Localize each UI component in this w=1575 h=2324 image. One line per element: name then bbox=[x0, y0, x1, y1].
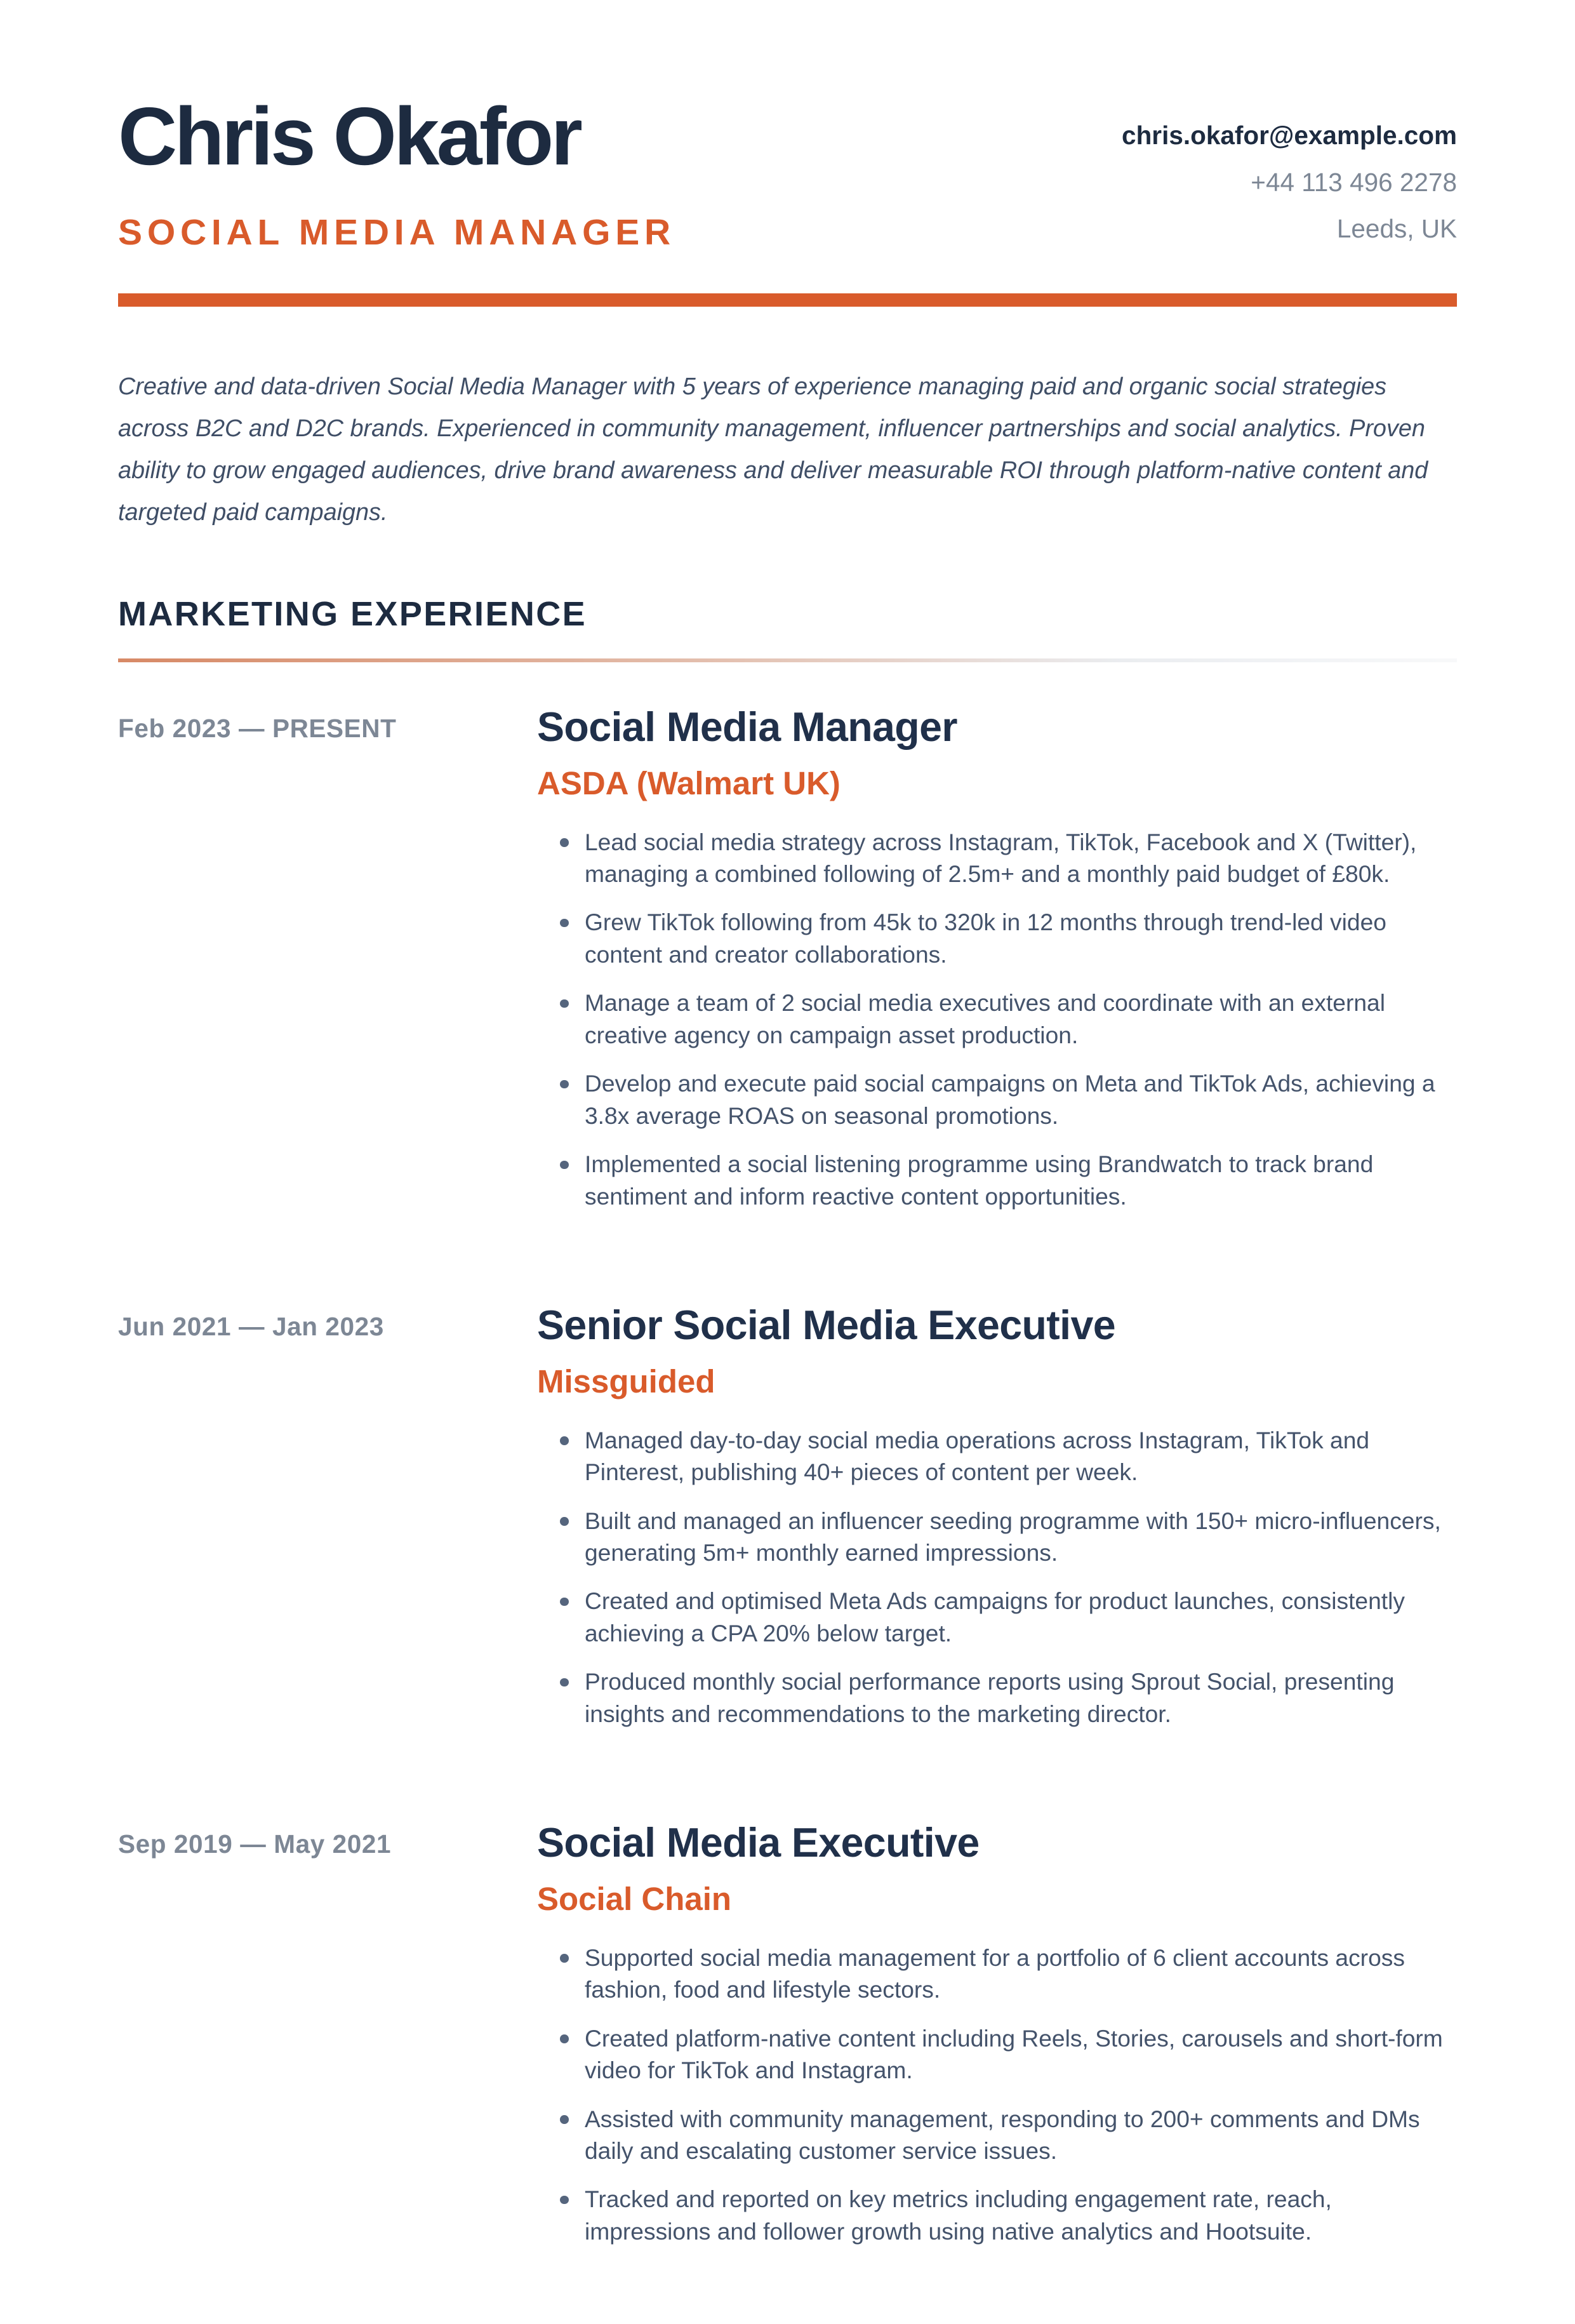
contact-block bbox=[1122, 112, 1457, 253]
header-accent-rule bbox=[118, 293, 1457, 307]
profile-summary: Creative and data-driven Social Media Manager with 5 years of experience managing paid and organic social strategies across B2C and D2C brands. Experienced in community management, influencer partnerships and social analytics. Proven ability to grow engaged audiences, drive brand awareness and deliver measurable ROI through platform-native content and targeted paid campaigns. bbox=[118, 373, 1428, 526]
entry-title: Senior Social Media Executive bbox=[537, 1302, 1116, 1348]
experience-entry bbox=[118, 1300, 1457, 1730]
candidate-job-title: SOCIAL MEDIA MANAGER bbox=[118, 211, 676, 253]
contact-location: Leeds, UK bbox=[1336, 214, 1457, 243]
experience-entry bbox=[118, 702, 1457, 1213]
entry-company: Missguided bbox=[537, 1363, 715, 1399]
contact-email: chris.okafor@example.com bbox=[1122, 121, 1457, 150]
entry-bullet-list bbox=[537, 826, 1457, 1213]
bullet-item: Manage a team of 2 social media executives and coordinate with an external creative agency on campaign asset production. bbox=[537, 987, 1457, 1051]
contact-phone: +44 113 496 2278 bbox=[1251, 167, 1457, 197]
bullet-item: Created and optimised Meta Ads campaigns for product launches, consistently achieving a CPA 20% below target. bbox=[537, 1585, 1457, 1649]
entry-dates: Sep 2019 — May 2021 bbox=[118, 1829, 392, 1859]
bullet-item: Develop and execute paid social campaigns on Meta and TikTok Ads, achieving a 3.8x average ROAS on seasonal promotions. bbox=[537, 1067, 1457, 1132]
resume-header bbox=[118, 91, 1457, 253]
bullet-item: Lead social media strategy across Instagram, TikTok, Facebook and X (Twitter), managing a combined following of 2.5m+ and a monthly paid budget of £80k. bbox=[537, 826, 1457, 890]
bullet-item: Supported social media management for a portfolio of 6 client accounts across fashion, food and lifestyle sectors. bbox=[537, 1942, 1457, 2006]
candidate-name: Chris Okafor bbox=[118, 91, 580, 182]
entry-bullet-list bbox=[537, 1424, 1457, 1730]
entry-company: Social Chain bbox=[537, 1880, 732, 1917]
bullet-item: Produced monthly social performance reports using Sprout Social, presenting insights and recommendations to the marketing director. bbox=[537, 1666, 1457, 1730]
entry-body bbox=[537, 1300, 1457, 1730]
bullet-item: Managed day-to-day social media operations across Instagram, TikTok and Pinterest, publishing 40+ pieces of content per week. bbox=[537, 1424, 1457, 1488]
entry-dates: Jun 2021 — Jan 2023 bbox=[118, 1311, 384, 1341]
section-heading-marketing-experience: MARKETING EXPERIENCE bbox=[118, 594, 587, 633]
bullet-item: Created platform-native content including Reels, Stories, carousels and short-form video for TikTok and Instagram. bbox=[537, 2022, 1457, 2087]
entry-title: Social Media Executive bbox=[537, 1819, 980, 1866]
entry-title: Social Media Manager bbox=[537, 704, 957, 750]
bullet-item: Implemented a social listening programme using Brandwatch to track brand sentiment and inform reactive content opportunities. bbox=[537, 1148, 1457, 1212]
section-divider-rule bbox=[118, 658, 1457, 662]
experience-entry bbox=[118, 1818, 1457, 2248]
bullet-item: Assisted with community management, responding to 200+ comments and DMs daily and escalating customer service issues. bbox=[537, 2103, 1457, 2167]
bullet-item: Grew TikTok following from 45k to 320k in 12 months through trend-led video content and creator collaborations. bbox=[537, 906, 1457, 970]
entry-body bbox=[537, 702, 1457, 1213]
entry-body bbox=[537, 1818, 1457, 2248]
identity-block bbox=[118, 91, 676, 253]
entry-bullet-list bbox=[537, 1942, 1457, 2248]
bullet-item: Built and managed an influencer seeding programme with 150+ micro-influencers, generating 5m+ monthly earned impressions. bbox=[537, 1505, 1457, 1569]
bullet-item: Tracked and reported on key metrics including engagement rate, reach, impressions and follower growth using native analytics and Hootsuite. bbox=[537, 2183, 1457, 2247]
entry-company: ASDA (Walmart UK) bbox=[537, 765, 841, 801]
entry-dates: Feb 2023 — PRESENT bbox=[118, 713, 397, 743]
